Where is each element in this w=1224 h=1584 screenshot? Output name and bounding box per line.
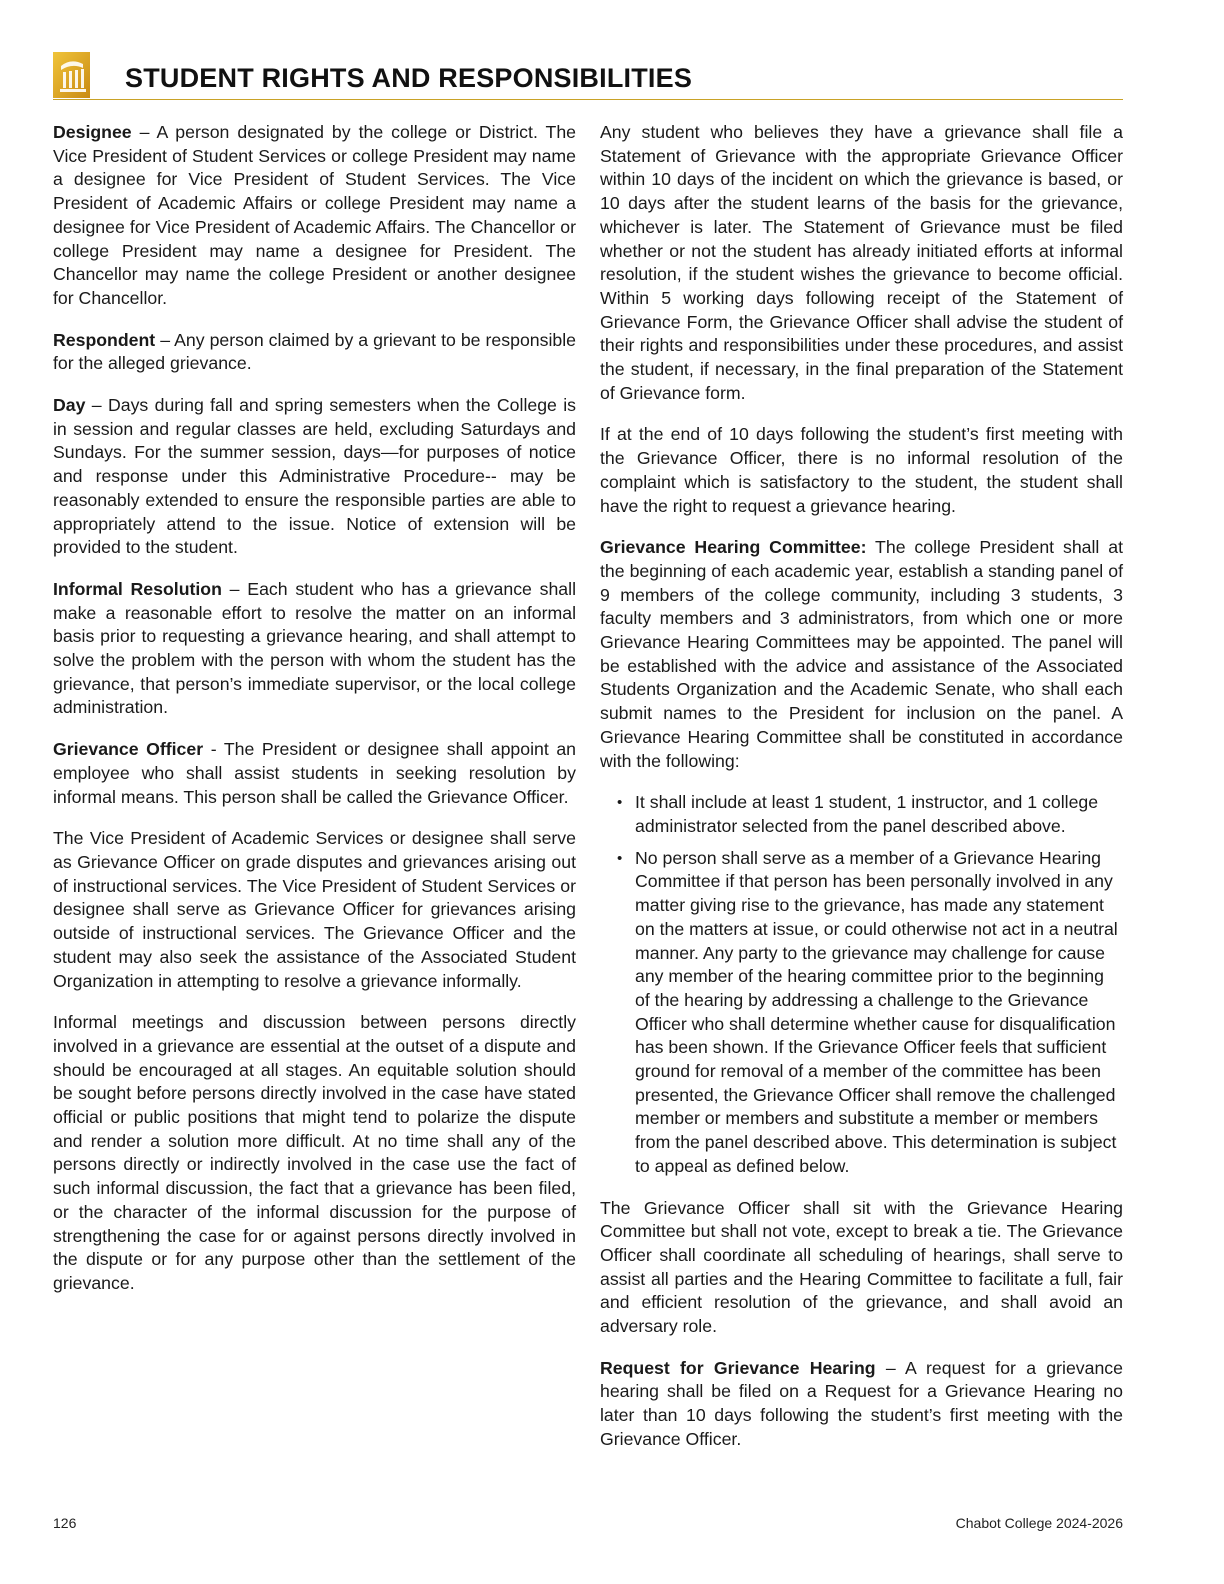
paragraph-text: The Vice President of Academic Services or designee shall serve as Grievance Officer on grade disputes and grievances arising out of instructional services. The Vice President of Student Services or designee shall serve as Grievance Officer for grievances arising outside of instructional services. The Grievance Officer and the student may also seek the assistance of the Associated Student Organization in attempting to resolve a grievance informally. <box>53 828 576 991</box>
definition-day <box>53 394 576 560</box>
definition-text: – Any person claimed by a grievant to be responsible for the alleged grievance. <box>53 329 576 374</box>
paragraph-statement-of-grievance: Any student who believes they have a grievance shall file a Statement of Grievance with the appropriate Grievance Officer within 10 days of the incident on which the grievance is based, or 10 days after the student learns of the basis for the grievance, whichever is later. The Statement of Grievance must be filed whether or not the student has already initiated efforts at informal resolution, if the student wishes the grievance to become official. Within 5 working days following receipt of the Statement of Grievance Form, the Grievance Officer shall advise the student of their rights and responsibilities under these procedures, and assist the student, if necessary, in the final preparation of the Statement of Grievance form. <box>600 122 1123 403</box>
paragraph-text: Informal meetings and discussion between persons directly involved in a grievance are essential at the outset of a dispute and should be encouraged at all stages. An equitable solution should be sought before persons directly involved in the case have stated official or public positions that might tend to polarize the dispute and render a solution more difficult. At no time shall any of the persons directly or indirectly involved in the case use the fact of such informal discussion, the fact that a grievance has been filed, or the character of the informal discussion for the purpose of strengthening the case for or against persons directly involved in the dispute or for any purpose other than the settlement of the grievance. <box>53 1012 576 1293</box>
page-number: 126 <box>53 1515 77 1531</box>
page-header <box>53 52 1123 100</box>
definition-text: The college President shall at the beginning of each academic year, establish a standing panel of 9 members of the college community, including 3 students, 3 faculty members and 3 administrators, from which one or more Grievance Hearing Committees may be appointed. The panel will be established with the advice and assistance of the Associated Students Organization and the Academic Senate, who shall each submit names to the President for inclusion on the panel. A Grievance Hearing Committee shall be constituted in accordance with the following: <box>600 537 1124 771</box>
definition-respondent <box>53 329 576 376</box>
definition-grievance-hearing-committee <box>600 536 1123 773</box>
publication-name: Chabot College 2024-2026 <box>955 1515 1123 1531</box>
bullet-icon: • <box>617 794 623 812</box>
left-column <box>53 121 576 1314</box>
page-title: STUDENT RIGHTS AND RESPONSIBILITIES <box>125 63 693 93</box>
list-item <box>600 791 1123 838</box>
list-item-text: It shall include at least 1 student, 1 instructor, and 1 college administrator selected from the panel described above. <box>635 792 1099 836</box>
term-label: Grievance Officer <box>53 739 204 760</box>
definition-text: – A request for a grievance hearing shall be filed on a Request for a Grievance Hearing no later than 10 days following the student’s first meeting with the Grievance Officer. <box>600 1357 1123 1449</box>
committee-rules-list <box>600 791 1123 1178</box>
definition-text: - The President or designee shall appoint an employee who shall assist students in seeking resolution by informal means. This person shall be called the Grievance Officer. <box>53 739 577 807</box>
definition-text: – Days during fall and spring semesters when the College is in session and regular classes are held, excluding Saturdays and Sundays. For the summer session, days—for purposes of notice and response under this Administrative Procedure-- may be reasonably extended to ensure the responsible parties are able to appropriately attend to the issue. Notice of extension will be provided to the student. <box>53 395 576 558</box>
term-label: Request for Grievance Hearing <box>600 1357 876 1378</box>
paragraph-grievance-officer-roles <box>53 827 576 993</box>
definition-designee <box>53 121 576 311</box>
paragraph-officer-role-in-hearing: The Grievance Officer shall sit with the Grievance Hearing Committee but shall not vote, except to break a tie. The Grievance Officer shall coordinate all scheduling of hearings, shall serve to assist all parties and the Hearing Committee to facilitate a full, fair and efficient resolution of the grievance, and shall avoid an adversary role. <box>600 1197 1123 1337</box>
paragraph-right-to-hearing: If at the end of 10 days following the student’s first meeting with the Grievance Officer, there is no informal resolution of the complaint which is satisfactory to the student, the student shall have the right to request a grievance hearing. <box>600 424 1123 516</box>
definition-grievance-officer <box>53 738 576 809</box>
definition-text: – Each student who has a grievance shall make a reasonable effort to resolve the matter on an informal basis prior to requesting a grievance hearing, and shall attempt to solve the problem with the person with whom the student has the grievance, that person’s immediate supervisor, or the local college administration. <box>53 578 576 718</box>
list-item-text: No person shall serve as a member of a Grievance Hearing Committee if that person has been personally involved in any matter giving rise to the grievance, has made any statement on the matters at issue, or could otherwise not act in a neutral manner. Any party to the grievance may challenge for cause any member of the hearing committee prior to the beginning of the hearing by addressing a challenge to the Grievance Officer who shall determine whether cause for disqualification has been shown. If the Grievance Officer feels that sufficient ground for removal of a member of the committee has been presented, the Grievance Officer shall remove the challenged member or members and substitute a member or members from the panel described above. This determination is subject to appeal as defined below. <box>635 847 1118 1176</box>
list-item <box>600 847 1123 1179</box>
definition-informal-resolution <box>53 578 576 720</box>
term-label: Respondent <box>53 329 156 350</box>
paragraph-informal-meetings <box>53 1011 576 1295</box>
term-label: Grievance Hearing Committee: <box>600 537 867 558</box>
term-label: Informal Resolution <box>53 578 222 599</box>
definition-request-for-hearing <box>600 1357 1123 1452</box>
term-label: Designee <box>53 122 132 142</box>
college-pillar-logo-icon <box>53 52 90 98</box>
bullet-icon: • <box>617 849 623 867</box>
definition-text: – A person designated by the college or District. The Vice President of Student Services or college President may name a designee for Vice President of Student Services. The Vice President of Academic Affairs or college President may name a designee for Vice President of Academic Affairs. The Chancellor or college President may name a designee for President. The Chancellor may name the college President or another designee for Chancellor. <box>53 122 576 308</box>
term-label: Day <box>53 395 86 416</box>
right-column <box>600 121 1123 1470</box>
